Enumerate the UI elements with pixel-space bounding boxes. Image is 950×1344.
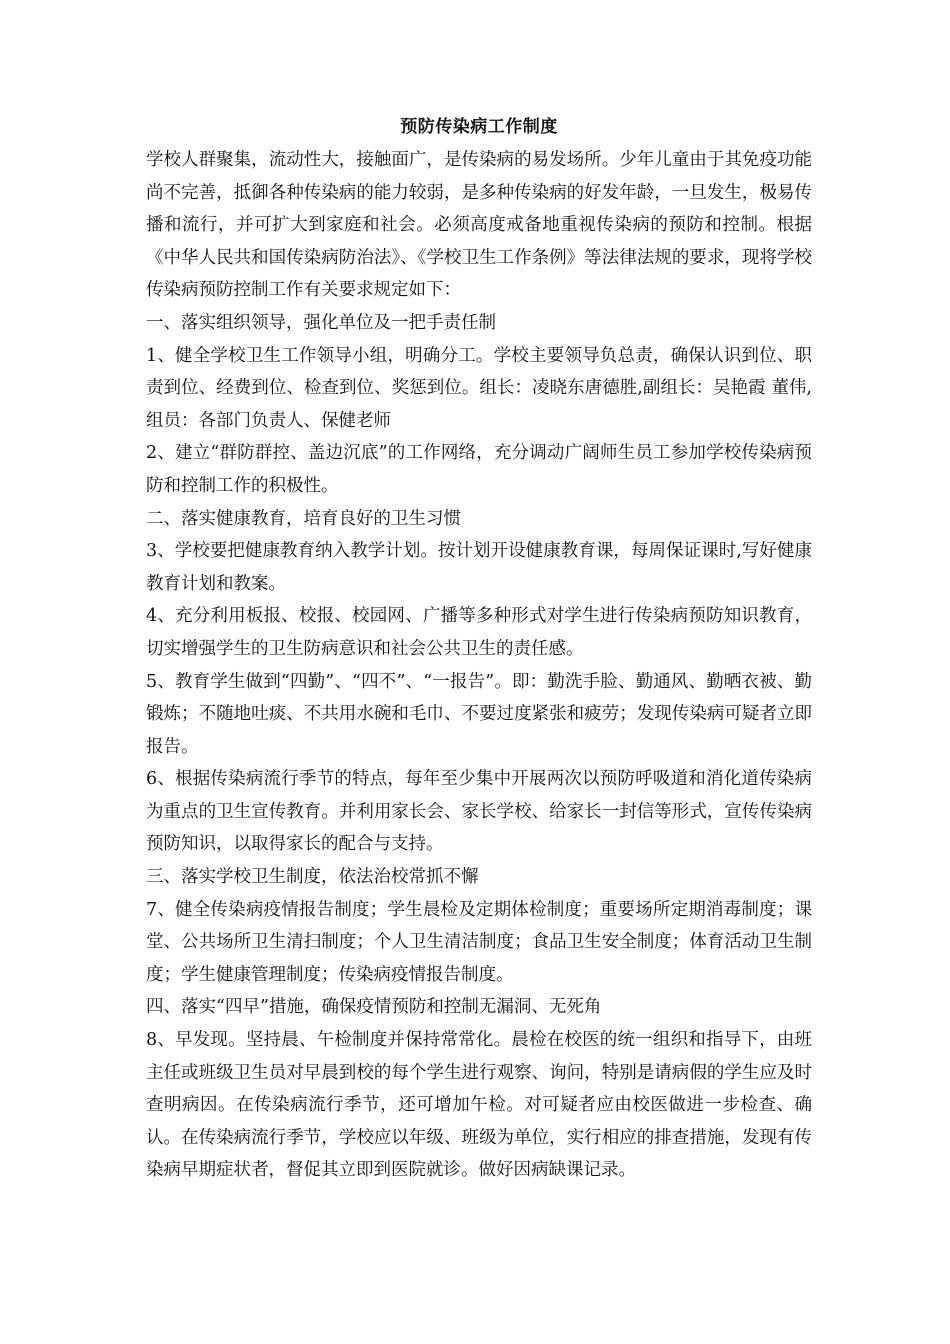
- body-paragraph: 6、根据传染病流行季节的特点，每年至少集中开展两次以预防呼吸道和消化道传染病为重点的卫生宣传教育。并利用家长会、家长学校、给家长一封信等形式，宣传传染病预防知识，以取得家长的配合与支持。: [146, 769, 812, 855]
- body-paragraph: 1、健全学校卫生工作领导小组，明确分工。学校主要领导负总责，确保认识到位、职责到位、经费到位、检查到位、奖惩到位。组长：凌晓东唐德胜,副组长：吴艳霞 董伟,组员：各部门负责人、保健老师: [146, 345, 812, 431]
- body-paragraph: 学校人群聚集，流动性大，接触面广，是传染病的易发场所。少年儿童由于其免疫功能尚不完善，抵御各种传染病的能力较弱，是多种传染病的好发年龄，一旦发生，极易传播和流行，并可扩大到家庭和社会。必须高度戒备地重视传染病的预防和控制。根据《中华人民共和国传染病防治法》、《学校卫生工作条例》等法律法规的要求，现将学校传染病预防控制工作有关要求规定如下：: [146, 150, 812, 301]
- document-body: [146, 144, 812, 1187]
- document-page: [146, 112, 812, 1187]
- body-paragraph: 3、学校要把健康教育纳入教学计划。按计划开设健康教育课，每周保证课时,写好健康教育计划和教案。: [146, 541, 812, 594]
- document-title: 预防传染病工作制度: [400, 117, 558, 137]
- section-heading: 二、落实健康教育，培育良好的卫生习惯: [146, 508, 461, 529]
- section-heading: 一、落实组织领导，强化单位及一把手责任制: [146, 312, 496, 333]
- body-paragraph: 2、建立“群防群控、盖边沉底”的工作网络，充分调动广阔师生员工参加学校传染病预防和控制工作的积极性。: [146, 443, 812, 496]
- body-paragraph: 5、教育学生做到“四勤”、“四不”、“一报告”。即：勤洗手脸、勤通风、勤晒衣被、勤锻炼；不随地吐痰、不共用水碗和毛巾、不要过度紧张和疲劳；发现传染病可疑者立即报告。: [146, 671, 812, 757]
- body-paragraph: 7、健全传染病疫情报告制度；学生晨检及定期体检制度；重要场所定期消毒制度；课堂、公共场所卫生清扫制度；个人卫生清洁制度；食品卫生安全制度；体育活动卫生制度；学生健康管理制度；传染病疫情报告制度。: [146, 899, 812, 985]
- body-paragraph: 8、早发现。坚持晨、午检制度并保持常常化。晨检在校医的统一组织和指导下，由班主任或班级卫生员对早晨到校的每个学生进行观察、询问，特别是请病假的学生应及时查明病因。在传染病流行季节，还可增加午检。对可疑者应由校医做进一步检查、确认。在传染病流行季节，学校应以年级、班级为单位，实行相应的排查措施，发现有传染病早期症状者，督促其立即到医院就诊。做好因病缺课记录。: [146, 1030, 812, 1181]
- section-heading: 四、落实“四早”措施，确保疫情预防和控制无漏洞、无死角: [146, 997, 602, 1018]
- section-heading: 三、落实学校卫生制度，依法治校常抓不懈: [146, 867, 479, 888]
- body-paragraph: 4、充分利用板报、校报、校园网、广播等多种形式对学生进行传染病预防知识教育，切实增强学生的卫生防病意识和社会公共卫生的责任感。: [146, 606, 812, 659]
